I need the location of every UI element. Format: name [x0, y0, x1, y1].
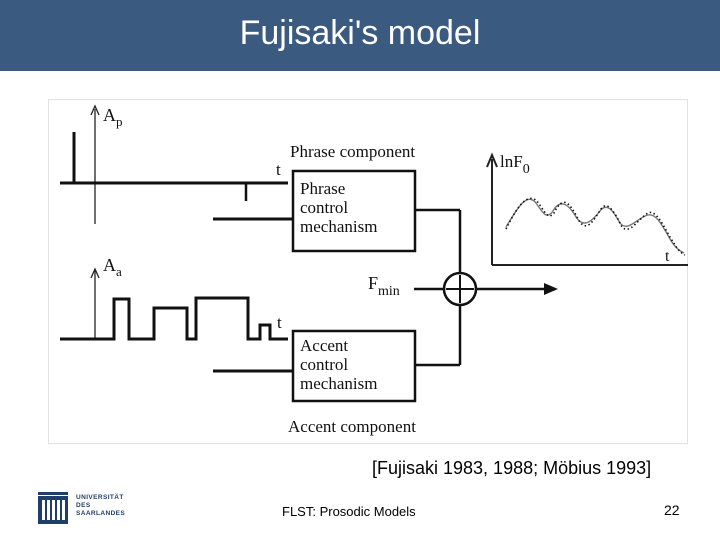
- citation: [Fujisaki 1983, 1988; Möbius 1993]: [372, 458, 652, 478]
- accent-mech-line-1: Accent: [300, 336, 349, 355]
- accent-time-label: t: [277, 313, 282, 332]
- accent-mech-line-3: mechanism: [300, 374, 378, 393]
- university-emblem-icon: [36, 490, 70, 526]
- page-number: 22: [664, 502, 680, 518]
- accent-mech-line-2: control: [300, 355, 349, 374]
- output-axis-label: lnF$_0$: [500, 152, 530, 177]
- title-bar: [0, 0, 720, 71]
- adder-output-arrowhead: [544, 283, 558, 295]
- phrase-component-label: Phrase component: [290, 142, 416, 161]
- phrase-axis-label: $A_p$: [103, 105, 123, 129]
- phrase-time-label: t: [276, 160, 281, 179]
- fujisaki-model-diagram: [48, 99, 688, 444]
- phrase-mech-line-2: control: [300, 198, 349, 217]
- f0-observed-curve: [506, 198, 685, 255]
- university-name: [76, 494, 125, 518]
- footer-text: FLST: Prosodic Models: [282, 504, 416, 519]
- fmin-label: $F_{min}$: [368, 273, 400, 299]
- logo-line-3: SAARLANDES: [76, 510, 126, 517]
- logo-line-1: UNIVERSITÄT: [76, 494, 124, 501]
- f0-model-curve: [506, 199, 684, 253]
- accent-component-label: Accent component: [288, 417, 416, 436]
- university-logo: [36, 490, 146, 530]
- accent-pulse-train: [60, 298, 288, 339]
- phrase-mech-line-1: Phrase: [300, 179, 346, 198]
- diagram-svg: [48, 99, 688, 444]
- accent-axis-label: $A_a$: [103, 255, 122, 279]
- output-time-label: t: [665, 248, 670, 265]
- phrase-mech-line-3: mechanism: [300, 217, 378, 236]
- logo-line-2: DES: [76, 502, 91, 509]
- slide-title: Fujisaki's model: [239, 14, 481, 52]
